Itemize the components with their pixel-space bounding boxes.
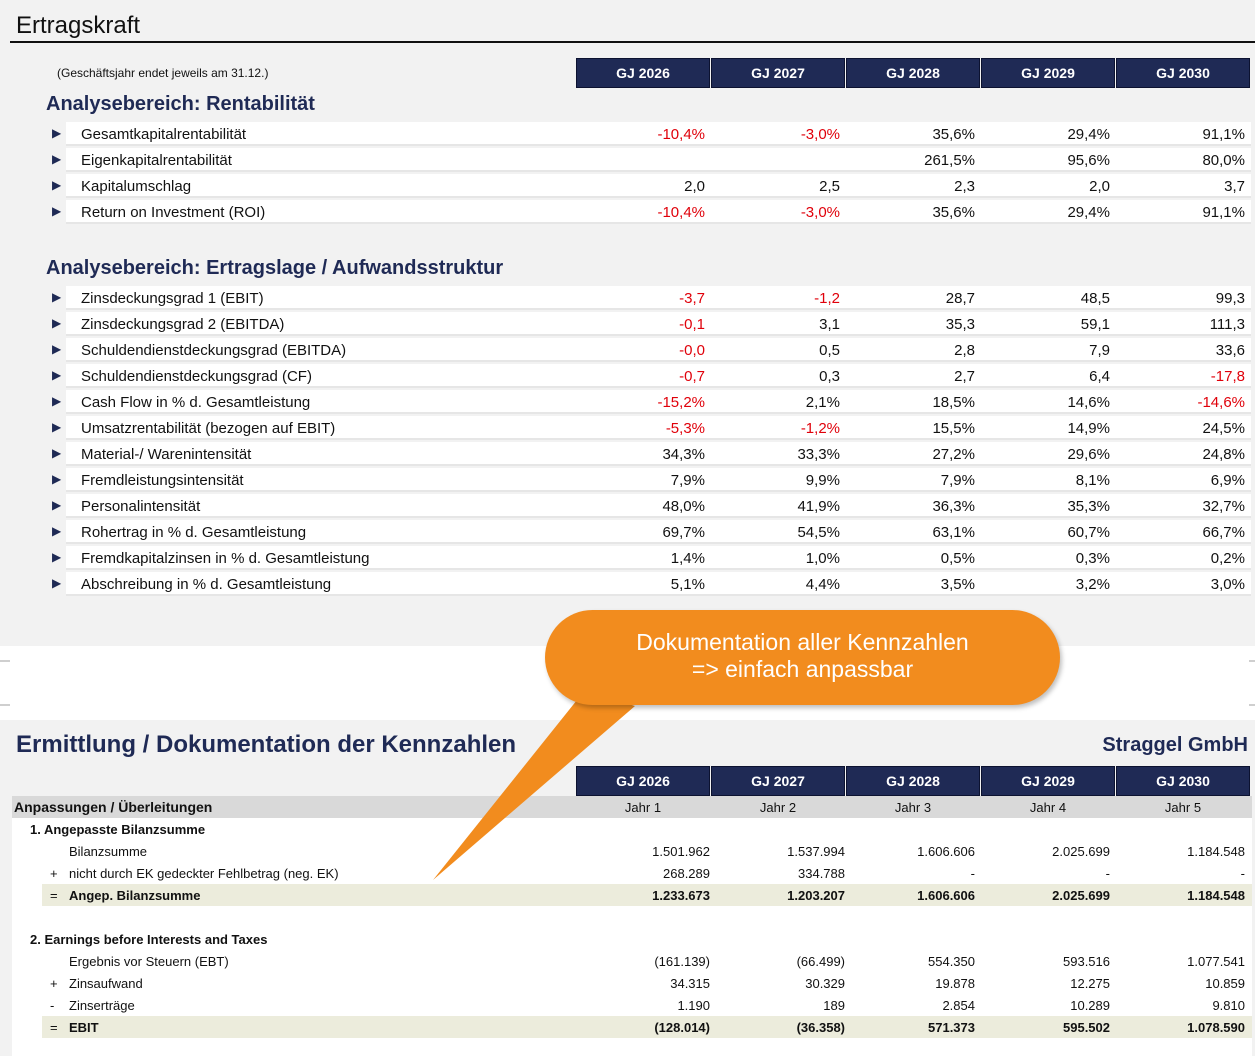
company-name: Straggel GmbH	[1102, 734, 1248, 756]
kpi-value: 91,1%	[1202, 126, 1245, 143]
kpi-value: -1,2%	[800, 420, 840, 437]
kpi-value: 111,3	[1209, 316, 1245, 333]
fiscal-note: (Geschäftsjahr endet jeweils am 31.12.)	[57, 66, 269, 80]
section-ertragslage-title: Analysebereich: Ertragslage / Aufwandsstruktur	[46, 257, 504, 279]
doc-year-header: GJ 2027	[711, 766, 845, 796]
kpi-label: Return on Investment (ROI)	[81, 204, 266, 221]
callout-bubble	[545, 610, 1060, 705]
expand-arrow-icon[interactable]: ▶	[52, 498, 62, 512]
doc-row-label: Zinsaufwand	[69, 976, 143, 991]
expand-arrow-icon[interactable]: ▶	[52, 204, 62, 218]
doc-row-label: 2. Earnings before Interests and Taxes	[30, 932, 268, 947]
kpi-value: -3,0%	[800, 204, 840, 221]
kpi-value: 2,0	[684, 178, 705, 195]
kpi-value: 2,0	[1089, 178, 1110, 195]
expand-arrow-icon[interactable]: ▶	[52, 126, 62, 140]
doc-value: 593.516	[1063, 954, 1110, 969]
kpi-label: Personalintensität	[81, 498, 201, 515]
callout-tail-shape	[433, 690, 635, 880]
kpi-value: -0,7	[679, 368, 705, 385]
kpi-value: 0,3%	[1075, 550, 1110, 567]
kpi-value: -3,7	[679, 290, 705, 307]
kpi-value: 14,6%	[1067, 394, 1110, 411]
kpi-value: 15,5%	[932, 420, 975, 437]
doc-year-header: GJ 2030	[1116, 766, 1250, 796]
expand-arrow-icon[interactable]: ▶	[52, 316, 62, 330]
kpi-value: 3,2%	[1075, 576, 1110, 593]
expand-arrow-icon[interactable]: ▶	[52, 420, 62, 434]
doc-year-header: GJ 2026	[576, 766, 710, 796]
doc-value: 334.788	[798, 866, 845, 881]
kpi-value: 3,5%	[940, 576, 975, 593]
doc-value: (36.358)	[796, 1020, 845, 1035]
kpi-value: 35,6%	[932, 126, 975, 143]
kpi-value: -0,0	[679, 342, 705, 359]
doc-row-label: Zinserträge	[69, 998, 135, 1013]
kpi-value: 95,6%	[1067, 152, 1110, 169]
kpi-value: 35,3	[945, 316, 975, 333]
kpi-value: -5,3%	[665, 420, 705, 437]
expand-arrow-icon[interactable]: ▶	[52, 152, 62, 166]
kpi-value: 2,7	[954, 368, 975, 385]
page-title: Ertragskraft	[16, 12, 141, 39]
kpi-value: 14,9%	[1067, 420, 1110, 437]
kpi-value: 7,9	[1089, 342, 1110, 359]
adjustments-label: Anpassungen / Überleitungen	[14, 799, 213, 815]
kpi-label: Cash Flow in % d. Gesamtleistung	[81, 394, 311, 411]
kpi-value: 99,3	[1215, 290, 1245, 307]
kpi-value: 3,7	[1224, 178, 1245, 195]
doc-row-label: Angep. Bilanzsumme	[69, 888, 201, 903]
jahr-label: Jahr 4	[1029, 800, 1067, 815]
jahr-label: Jahr 3	[894, 800, 932, 815]
doc-value: 12.275	[1070, 976, 1110, 991]
kpi-value: 28,7	[945, 290, 975, 307]
operator-sign: =	[50, 1020, 58, 1035]
operator-sign: +	[50, 976, 58, 991]
doc-row-label: 1. Angepasste Bilanzsumme	[30, 822, 206, 837]
doc-row-label: Bilanzsumme	[69, 844, 148, 859]
kpi-year-header: GJ 2026	[576, 58, 710, 88]
kpi-value: 32,7%	[1202, 498, 1245, 515]
kpi-label: Zinsdeckungsgrad 2 (EBITDA)	[81, 316, 285, 333]
doc-value: (128.014)	[654, 1020, 710, 1035]
kpi-value: -15,2%	[657, 394, 705, 411]
doc-value: 10.289	[1070, 998, 1110, 1013]
kpi-value: 66,7%	[1202, 524, 1245, 541]
kpi-value: 3,0%	[1210, 576, 1245, 593]
kpi-label: Fremdleistungsintensität	[81, 472, 244, 489]
kpi-value: 29,6%	[1067, 446, 1110, 463]
kpi-value: -17,8	[1210, 368, 1245, 385]
kpi-value: 0,5	[819, 342, 840, 359]
doc-value: 2.025.699	[1052, 844, 1110, 859]
operator-sign: +	[50, 866, 58, 881]
kpi-value: 48,5	[1080, 290, 1110, 307]
kpi-value: -1,2	[814, 290, 840, 307]
kpi-value: -14,6%	[1197, 394, 1245, 411]
doc-value: -	[1105, 866, 1110, 881]
kpi-value: 41,9%	[797, 498, 840, 515]
doc-value: 1.190	[677, 998, 710, 1013]
kpi-value: 2,1%	[805, 394, 840, 411]
kpi-value: 24,8%	[1202, 446, 1245, 463]
documentation-title: Ermittlung / Dokumentation der Kennzahlen	[16, 731, 517, 758]
kpi-label: Schuldendienstdeckungsgrad (EBITDA)	[81, 342, 347, 359]
kpi-value: 80,0%	[1202, 152, 1245, 169]
doc-value: (161.139)	[654, 954, 710, 969]
doc-value: 1.184.548	[1187, 844, 1245, 859]
kpi-value: -3,0%	[800, 126, 840, 143]
kpi-value: -10,4%	[657, 126, 705, 143]
doc-value: 595.502	[1063, 1020, 1110, 1035]
kpi-value: 9,9%	[805, 472, 840, 489]
kpi-value: 0,3	[819, 368, 840, 385]
kpi-value: 1,0%	[805, 550, 840, 567]
expand-arrow-icon[interactable]: ▶	[52, 290, 62, 304]
kpi-value: 6,4	[1089, 368, 1110, 385]
kpi-value: 36,3%	[932, 498, 975, 515]
operator-sign: =	[50, 888, 58, 903]
kpi-value: 91,1%	[1202, 204, 1245, 221]
doc-value: 1.606.606	[917, 844, 975, 859]
kpi-year-header: GJ 2028	[846, 58, 980, 88]
doc-value: 19.878	[935, 976, 975, 991]
kpi-value: 69,7%	[662, 524, 705, 541]
kpi-value: 18,5%	[932, 394, 975, 411]
doc-row-label: EBIT	[69, 1020, 99, 1035]
kpi-value: 24,5%	[1202, 420, 1245, 437]
doc-value: 9.810	[1212, 998, 1245, 1013]
kpi-value: 34,3%	[662, 446, 705, 463]
kpi-value: 4,4%	[805, 576, 840, 593]
doc-value: 2.025.699	[1052, 888, 1110, 903]
doc-value: 1.078.590	[1187, 1020, 1245, 1035]
kpi-value: 60,7%	[1067, 524, 1110, 541]
kpi-label: Fremdkapitalzinsen in % d. Gesamtleistung	[81, 550, 370, 567]
callout-line-2: => einfach anpassbar	[691, 656, 914, 682]
kpi-label: Material-/ Warenintensität	[81, 446, 252, 463]
kpi-value: 29,4%	[1067, 204, 1110, 221]
doc-value: 1.184.548	[1187, 888, 1245, 903]
doc-value: 30.329	[805, 976, 845, 991]
doc-value: 1.077.541	[1187, 954, 1245, 969]
kpi-year-header: GJ 2027	[711, 58, 845, 88]
expand-arrow-icon[interactable]: ▶	[52, 394, 62, 408]
doc-value: 1.501.962	[652, 844, 710, 859]
kpi-value: 54,5%	[797, 524, 840, 541]
doc-value: 268.289	[663, 866, 710, 881]
kpi-value: 5,1%	[670, 576, 705, 593]
kpi-year-header: GJ 2029	[981, 58, 1115, 88]
kpi-value: 63,1%	[932, 524, 975, 541]
expand-arrow-icon[interactable]: ▶	[52, 342, 62, 356]
kpi-value: -0,1	[679, 316, 705, 333]
kpi-label: Umsatzrentabilität (bezogen auf EBIT)	[81, 420, 336, 437]
kpi-value: 261,5%	[924, 152, 975, 169]
kpi-label: Rohertrag in % d. Gesamtleistung	[81, 524, 307, 541]
kpi-value: 29,4%	[1067, 126, 1110, 143]
kpi-value: 2,3	[954, 178, 975, 195]
doc-value: (66.499)	[796, 954, 845, 969]
jahr-label: Jahr 1	[624, 800, 662, 815]
operator-sign: -	[50, 998, 55, 1013]
kpi-label: Schuldendienstdeckungsgrad (CF)	[81, 368, 312, 385]
doc-year-header: GJ 2029	[981, 766, 1115, 796]
kpi-value: 0,5%	[940, 550, 975, 567]
doc-value: 1.606.606	[917, 888, 975, 903]
expand-arrow-icon[interactable]: ▶	[52, 550, 62, 564]
doc-year-header: GJ 2028	[846, 766, 980, 796]
kpi-value: 6,9%	[1210, 472, 1245, 489]
doc-row-label: Ergebnis vor Steuern (EBT)	[69, 954, 229, 969]
expand-arrow-icon[interactable]: ▶	[52, 576, 62, 590]
kpi-value: -10,4%	[657, 204, 705, 221]
doc-value: 34.315	[670, 976, 710, 991]
doc-value: 189	[823, 998, 845, 1013]
kpi-value: 27,2%	[932, 446, 975, 463]
kpi-label: Zinsdeckungsgrad 1 (EBIT)	[81, 290, 264, 307]
kpi-value: 8,1%	[1075, 472, 1110, 489]
kpi-label: Abschreibung in % d. Gesamtleistung	[81, 576, 332, 593]
kpi-value: 33,6	[1215, 342, 1245, 359]
expand-arrow-icon[interactable]: ▶	[52, 524, 62, 538]
kpi-value: 7,9%	[940, 472, 975, 489]
kpi-label: Gesamtkapitalrentabilität	[81, 126, 247, 143]
doc-value: 1.537.994	[787, 844, 845, 859]
kpi-value: 3,1	[819, 316, 840, 333]
callout-line-1: Dokumentation aller Kennzahlen	[636, 629, 969, 655]
doc-value: 1.233.673	[652, 888, 710, 903]
expand-arrow-icon[interactable]: ▶	[52, 368, 62, 382]
kpi-value: 48,0%	[662, 498, 705, 515]
expand-arrow-icon[interactable]: ▶	[52, 446, 62, 460]
doc-value: 571.373	[928, 1020, 975, 1035]
doc-value: 10.859	[1205, 976, 1245, 991]
kpi-value: 33,3%	[797, 446, 840, 463]
doc-value: -	[1240, 866, 1245, 881]
kpi-value: 35,6%	[932, 204, 975, 221]
jahr-label: Jahr 5	[1164, 800, 1202, 815]
kpi-value: 1,4%	[670, 550, 705, 567]
kpi-year-header: GJ 2030	[1116, 58, 1250, 88]
jahr-label: Jahr 2	[759, 800, 797, 815]
doc-value: 1.203.207	[787, 888, 845, 903]
kpi-value: 35,3%	[1067, 498, 1110, 515]
kpi-value: 7,9%	[670, 472, 705, 489]
doc-value: 2.854	[942, 998, 975, 1013]
expand-arrow-icon[interactable]: ▶	[52, 178, 62, 192]
kpi-label: Eigenkapitalrentabilität	[81, 152, 232, 169]
kpi-value: 59,1	[1080, 316, 1110, 333]
kpi-value: 2,5	[819, 178, 840, 195]
doc-value: 554.350	[928, 954, 975, 969]
kpi-label: Kapitalumschlag	[81, 178, 192, 195]
section-rentabilitaet-title: Analysebereich: Rentabilität	[46, 93, 315, 115]
doc-value: -	[970, 866, 975, 881]
kpi-value: 2,8	[954, 342, 975, 359]
kpi-value: 0,2%	[1210, 550, 1245, 567]
doc-row-label: nicht durch EK gedeckter Fehlbetrag (neg. EK)	[69, 866, 339, 881]
expand-arrow-icon[interactable]: ▶	[52, 472, 62, 486]
